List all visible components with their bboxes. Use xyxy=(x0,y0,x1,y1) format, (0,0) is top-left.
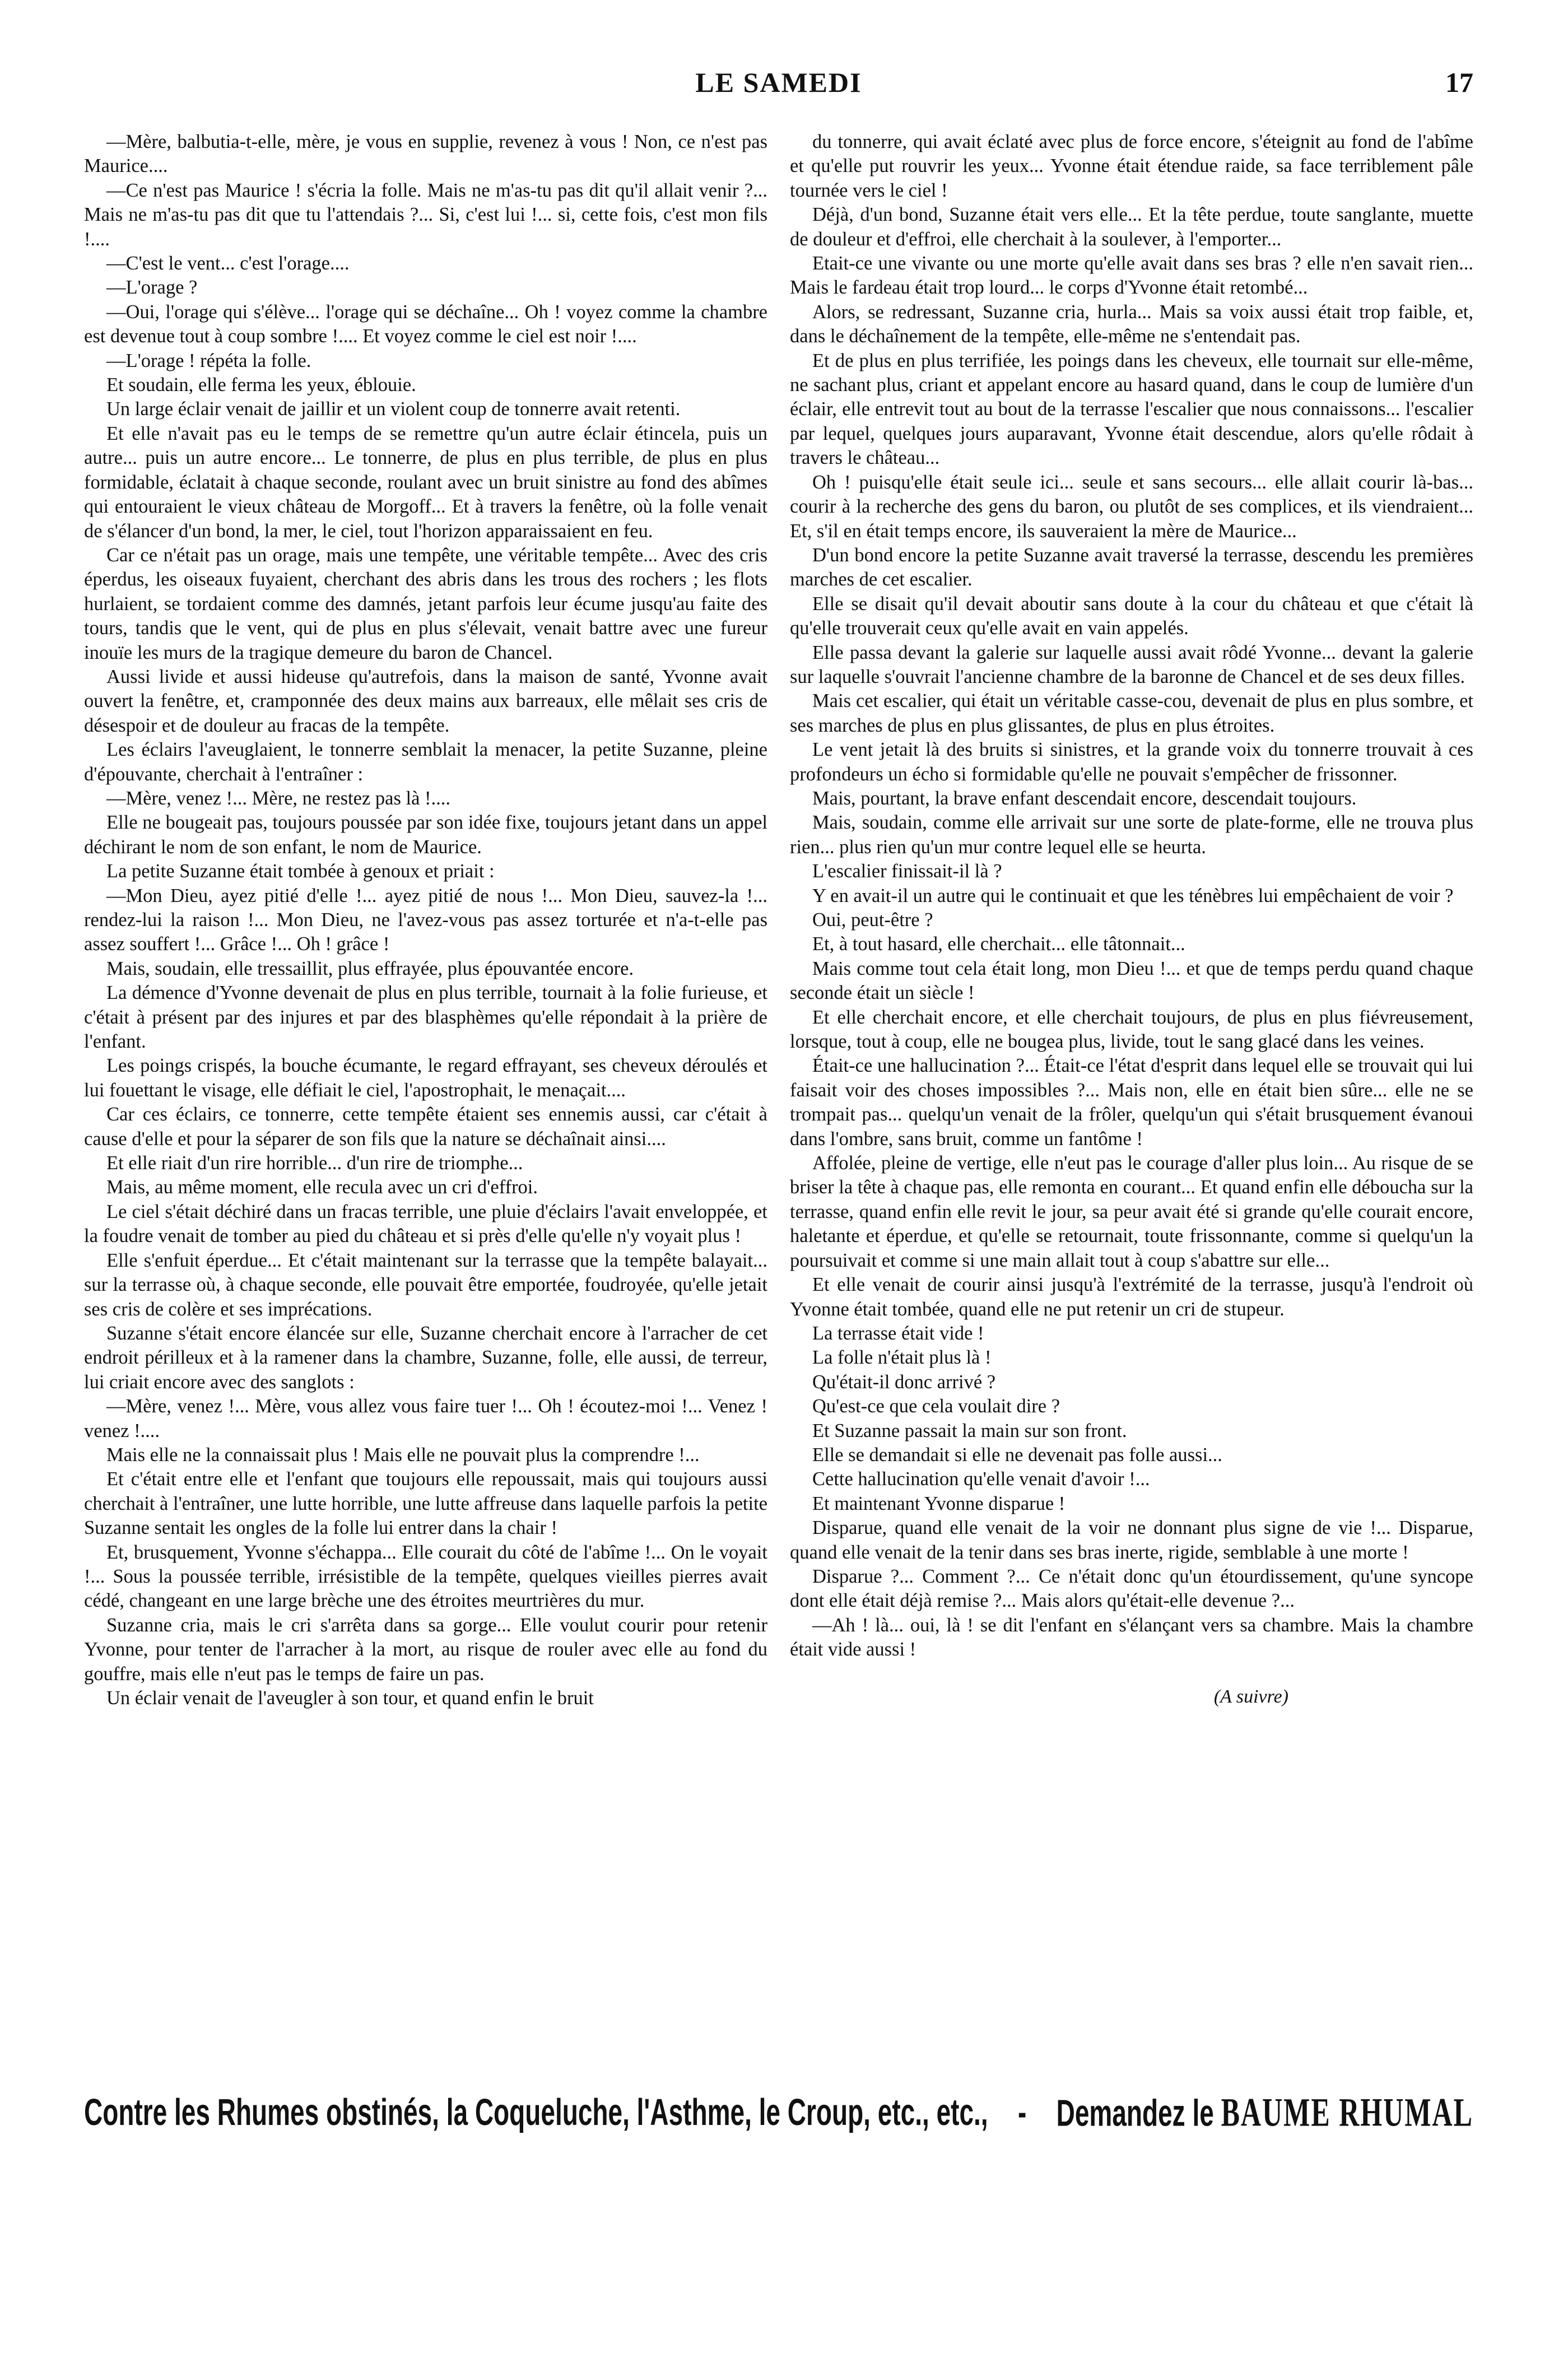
paragraph: Suzanne s'était encore élancée sur elle, Suzanne cherchait encore à l'arracher de cet endroit périlleux et à la ramener dans la chambre, Suzanne, folle, elle aussi, de terreur, lui criait encore avec des sanglots : xyxy=(84,1322,767,1393)
paragraph: Un éclair venait de l'aveugler à son tour, et quand enfin le bruit xyxy=(106,1687,594,1709)
advertisement-left-text: Contre les Rhumes obstinés, la Coqueluche, l'Asthme, le Croup, etc., etc., xyxy=(84,2091,988,2133)
advertisement-right xyxy=(1057,2089,1473,2136)
paragraph: Disparue ?... Comment ?... Ce n'était donc qu'un étourdissement, qu'une syncope dont elle était déjà remise ?... Mais alors qu'était-elle devenue ?... xyxy=(790,1565,1473,1612)
paragraph: Mais, soudain, elle tressaillit, plus effrayée, plus épouvantée encore. xyxy=(106,957,634,979)
paragraph: —C'est le vent... c'est l'orage.... xyxy=(106,253,350,275)
paragraph: Mais, pourtant, la brave enfant descendait encore, descendait toujours. xyxy=(812,787,1357,809)
paragraph: Qu'est-ce que cela voulait dire ? xyxy=(812,1396,1060,1417)
paragraph: —Oui, l'orage qui s'élève... l'orage qui se déchaîne... Oh ! voyez comme la chambre est devenue tout à coup sombre !.... Et voyez comme le ciel est noir !.... xyxy=(84,301,767,347)
paragraph: Et c'était entre elle et l'enfant que toujours elle repoussait, mais qui toujours aussi cherchait à l'entraîner, une lutte horrible, une lutte affreuse dans laquelle parfois la petite Suzanne sentait les ongles de la folle lui entrer dans la chair ! xyxy=(84,1468,767,1539)
paragraph: Un large éclair venait de jaillir et un violent coup de tonnerre avait retenti. xyxy=(106,398,681,420)
paragraph: Oui, peut-être ? xyxy=(812,909,933,931)
advertisement-banner xyxy=(84,2063,1473,2161)
paragraph: Et de plus en plus terrifiée, les poings dans les cheveux, elle tournait sur elle-même, ne sachant plus, criant et appelant encore au hasard quand, dans le coup de lumière d'un éclair, elle entrevit tout au bout de la terrasse l'escalier que nous connaissons... l'escalier par lequel, quelques jours auparavant, Yvonne était descendue, alors qu'elle rôdait à travers le château... xyxy=(790,350,1473,469)
paragraph: Et soudain, elle ferma les yeux, éblouie. xyxy=(106,374,416,396)
paragraph: Elle ne bougeait pas, toujours poussée par son idée fixe, toujours jetant dans un appel déchirant le nom de son enfant, le nom de Maurice. xyxy=(84,812,767,858)
paragraph: Etait-ce une vivante ou une morte qu'elle avait dans ses bras ? elle n'en savait rien... Mais le fardeau était trop lourd... le corps d'Yvonne était retombé... xyxy=(790,253,1473,299)
paragraph: La terrasse était vide ! xyxy=(812,1322,984,1344)
paragraph: Affolée, pleine de vertige, elle n'eut pas le courage d'aller plus loin... Au risque de se briser la tête à chaque pas, elle remonta en courant... Et quand enfin elle déboucha sur la terrasse, quand enfin elle revit le jour, sa peur avait été si grande qu'elle courait encore, haletante et éperdue, et qu'elle se retournait, toute frissonnante, comme si quelqu'un la poursuivait et comme si une main allait tout à coup s'abattre sur elle... xyxy=(790,1152,1473,1271)
paragraph: —Mère, venez !... Mère, vous allez vous faire tuer !... Oh ! écoutez-moi !... Venez ! venez !.... xyxy=(84,1396,767,1441)
to-be-continued: (A suivre) xyxy=(1213,1686,1288,1707)
paragraph: Et elle cherchait encore, et elle cherchait toujours, de plus en plus fiévreusement, lorsque, tout à coup, elle ne bougea plus, livide, tout le sang glacé dans les veines. xyxy=(790,1006,1473,1053)
paragraph: Et, à tout hasard, elle cherchait... elle tâtonnait... xyxy=(812,933,1185,955)
paragraph: La folle n'était plus là ! xyxy=(812,1347,992,1369)
advertisement-brand: BAUME RHUMAL xyxy=(1221,2089,1473,2135)
left-column xyxy=(84,130,767,2024)
paragraph: —Mon Dieu, ayez pitié d'elle !... ayez pitié de nous !... Mon Dieu, sauvez-la !... rendez-lui la raison !... Mon Dieu, ne l'avez-vous pas assez torturée et n'a-t-elle pas assez souffert !... Grâce !... Oh ! grâce ! xyxy=(84,885,767,955)
paragraph: Aussi livide et aussi hideuse qu'autrefois, dans la maison de santé, Yvonne avait ouvert la fenêtre, et, cramponnée des deux mains aux barreaux, elle mêlait ses cris de désespoir et de douleur au fracas de la tempête. xyxy=(84,666,767,736)
paragraph: —L'orage ! répéta la folle. xyxy=(106,350,311,371)
paragraph: Déjà, d'un bond, Suzanne était vers elle... Et la tête perdue, toute sanglante, muette de douleur et d'effroi, elle cherchait à la soulever, à l'emporter... xyxy=(790,204,1473,250)
paragraph: —Mère, venez !... Mère, ne restez pas là !.... xyxy=(106,787,451,809)
paragraph: —Mère, balbutia-t-elle, mère, je vous en supplie, revenez à vous ! Non, ce n'est pas Maurice.... xyxy=(84,131,767,177)
paragraph: Le ciel s'était déchiré dans un fracas terrible, une pluie d'éclairs l'avait enveloppée, et la foudre venait de tomber au pied du château et si près d'elle qu'elle n'y voyait plus ! xyxy=(84,1201,767,1247)
paragraph: Les poings crispés, la bouche écumante, le regard effrayant, ses cheveux déroulés et lui fouettant le visage, elle défiait le ciel, l'apostrophait, le menaçait.... xyxy=(84,1055,767,1101)
paragraph: —Ah ! là... oui, là ! se dit l'enfant en s'élançant vers sa chambre. Mais la chambre était vide aussi ! xyxy=(790,1614,1473,1661)
paragraph: La petite Suzanne était tombée à genoux et priait : xyxy=(106,861,495,882)
paragraph: Elle se demandait si elle ne devenait pas folle aussi... xyxy=(812,1444,1222,1466)
paragraph: Mais elle ne la connaissait plus ! Mais elle ne pouvait plus la comprendre !... xyxy=(106,1444,700,1466)
page-number: 17 xyxy=(1445,67,1473,98)
paragraph: Était-ce une hallucination ?... Était-ce l'état d'esprit dans lequel elle se trouvait qui lui faisait voir des choses impossibles ?... Mais non, elle en était bien sûre... elle ne se trompait pas... quelqu'un venait de la frôler, quelqu'un qui s'était brusquement évanoui dans l'ombre, sans bruit, comme un fantôme ! xyxy=(790,1055,1473,1150)
paragraph: Elle s'enfuit éperdue... Et c'était maintenant sur la terrasse que la tempête balayait... sur la terrasse où, à chaque seconde, elle pouvait être emportée, foudroyée, qu'elle jetait ses cris de colère et ses imprécations. xyxy=(84,1249,767,1320)
paragraph: Mais cet escalier, qui était un véritable casse-cou, devenait de plus en plus sombre, et ses marches de plus en plus glissantes, de plus en plus étroites. xyxy=(790,690,1473,736)
paragraph: L'escalier finissait-il là ? xyxy=(812,861,1002,882)
paragraph: Mais, soudain, comme elle arrivait sur une sorte de plate-forme, elle ne trouva plus rien... plus rien qu'un mur contre lequel elle se heurta. xyxy=(790,812,1473,858)
page-header xyxy=(84,66,1473,111)
paragraph: Et elle riait d'un rire horrible... d'un rire de triomphe... xyxy=(106,1152,523,1174)
paragraph: Y en avait-il un autre qui le continuait et que les ténèbres lui empêchaient de voir ? xyxy=(812,885,1454,906)
paragraph: Le vent jetait là des bruits si sinistres, et la grande voix du tonnerre trouvait à ces profondeurs un écho si formidable qu'elle ne pouvait s'empêcher de frissonner. xyxy=(790,739,1473,785)
paragraph: Car ces éclairs, ce tonnerre, cette tempête étaient ses ennemis aussi, car c'était à cause d'elle et pour la séparer de son fils que la nature se déchaînait ainsi.... xyxy=(84,1104,767,1150)
paragraph: —Ce n'est pas Maurice ! s'écria la folle. Mais ne m'as-tu pas dit qu'il allait venir ?... Mais ne m'as-tu pas dit que tu l'attendais ?... Si, c'est lui !... si, cette fois, c'est mon fils !.... xyxy=(84,179,767,250)
right-column xyxy=(790,130,1473,2024)
paragraph: Et maintenant Yvonne disparue ! xyxy=(812,1492,1066,1514)
paragraph: Mais, au même moment, elle recula avec un cri d'effroi. xyxy=(106,1176,538,1198)
paragraph: Elle passa devant la galerie sur laquelle aussi avait rôdé Yvonne... devant la galerie sur laquelle s'ouvrait l'ancienne chambre de la baronne de Chancel et de ses deux filles. xyxy=(790,641,1473,687)
paragraph: —L'orage ? xyxy=(106,277,198,299)
paragraph: Oh ! puisqu'elle était seule ici... seule et sans secours... elle allait courir là-bas... courir à la recherche des gens du baron, ou plutôt de ses complices, et ils viendraient... Et, s'il en était temps encore, ils sauveraient la mère de Maurice... xyxy=(790,471,1473,542)
advertisement-dash: - xyxy=(1017,2091,1027,2133)
advertisement-prefix: Demandez le xyxy=(1056,2091,1214,2135)
paragraph: Les éclairs l'aveuglaient, le tonnerre semblait la menacer, la petite Suzanne, pleine d'épouvante, cherchait à l'entraîner : xyxy=(84,739,767,785)
paragraph: Et, brusquement, Yvonne s'échappa... Elle courait du côté de l'abîme !... On le voyait !... Sous la poussée terrible, irrésistible de la tempête, quelques vieilles pierres avait cédé, changeant en une large brèche une des étroites meurtrières du mur. xyxy=(84,1541,767,1612)
paragraph: La démence d'Yvonne devenait de plus en plus terrible, tournait à la folie furieuse, et c'était à présent par des injures et par des blasphèmes qu'elle répondait à la prière de l'enfant. xyxy=(84,982,767,1053)
paragraph: Alors, se redressant, Suzanne cria, hurla... Mais sa voix aussi était trop faible, et, dans le déchaînement de la tempête, elle-même ne s'entendait pas. xyxy=(790,301,1473,347)
paragraph: Et Suzanne passait la main sur son front. xyxy=(812,1420,1127,1441)
paragraph: Disparue, quand elle venait de la voir ne donnant plus signe de vie !... Disparue, quand elle venait de la tenir dans ses bras inerte, rigide, semblable à une morte ! xyxy=(790,1517,1473,1563)
paragraph: Et elle n'avait pas eu le temps de se remettre qu'un autre éclair étincela, puis un autre... puis un autre encore... Le tonnerre, de plus en plus terrible, de plus en plus formidable, éclatait à chaque seconde, roulant avec un bruit sinistre au fond des abîmes qui entouraient le vieux château de Morgoff... Et à travers la fenêtre, où la folle venait de s'élancer d'un bond, la mer, le ciel, tout l'horizon apparaissaient en feu. xyxy=(84,422,767,542)
paragraph: Et elle venait de courir ainsi jusqu'à l'extrémité de la terrasse, jusqu'à l'endroit où Yvonne était tombée, quand elle ne put retenir un cri de stupeur. xyxy=(790,1274,1473,1320)
paragraph: Suzanne cria, mais le cri s'arrêta dans sa gorge... Elle voulut courir pour retenir Yvonne, pour tenter de l'arracher à la mort, au risque de rouler avec elle au fond du gouffre, mais elle n'eut pas le temps de faire un pas. xyxy=(84,1614,767,1685)
paragraph: Cette hallucination qu'elle venait d'avoir !... xyxy=(812,1468,1150,1490)
running-title: LE SAMEDI xyxy=(695,67,862,98)
paragraph: D'un bond encore la petite Suzanne avait traversé la terrasse, descendu les premières marches de cet escalier. xyxy=(790,544,1473,590)
paragraph: Qu'était-il donc arrivé ? xyxy=(812,1371,996,1393)
paragraph: du tonnerre, qui avait éclaté avec plus de force encore, s'éteignit au fond de l'abîme et qu'elle put rouvrir les yeux... Yvonne était étendue raide, sa face terriblement pâle tournée vers le ciel ! xyxy=(790,131,1473,201)
paragraph: Elle se disait qu'il devait aboutir sans doute à la cour du château et que c'était là qu'elle trouverait ceux qu'elle avait en vain appelés. xyxy=(790,593,1473,639)
paragraph: Car ce n'était pas un orage, mais une tempête, une véritable tempête... Avec des cris éperdus, les oiseaux fuyaient, cherchant des abris dans les trous des rochers ; les flots hurlaient, se tordaient comme des damnés, jetant parfois leur écume jusqu'au faite des tours, tandis que le vent, qui de plus en plus s'élevait, venait battre avec une fureur inouïe les murs de la tragique demeure du baron de Chancel. xyxy=(84,544,767,663)
paragraph: Mais comme tout cela était long, mon Dieu !... et que de temps perdu quand chaque seconde était un siècle ! xyxy=(790,957,1473,1004)
